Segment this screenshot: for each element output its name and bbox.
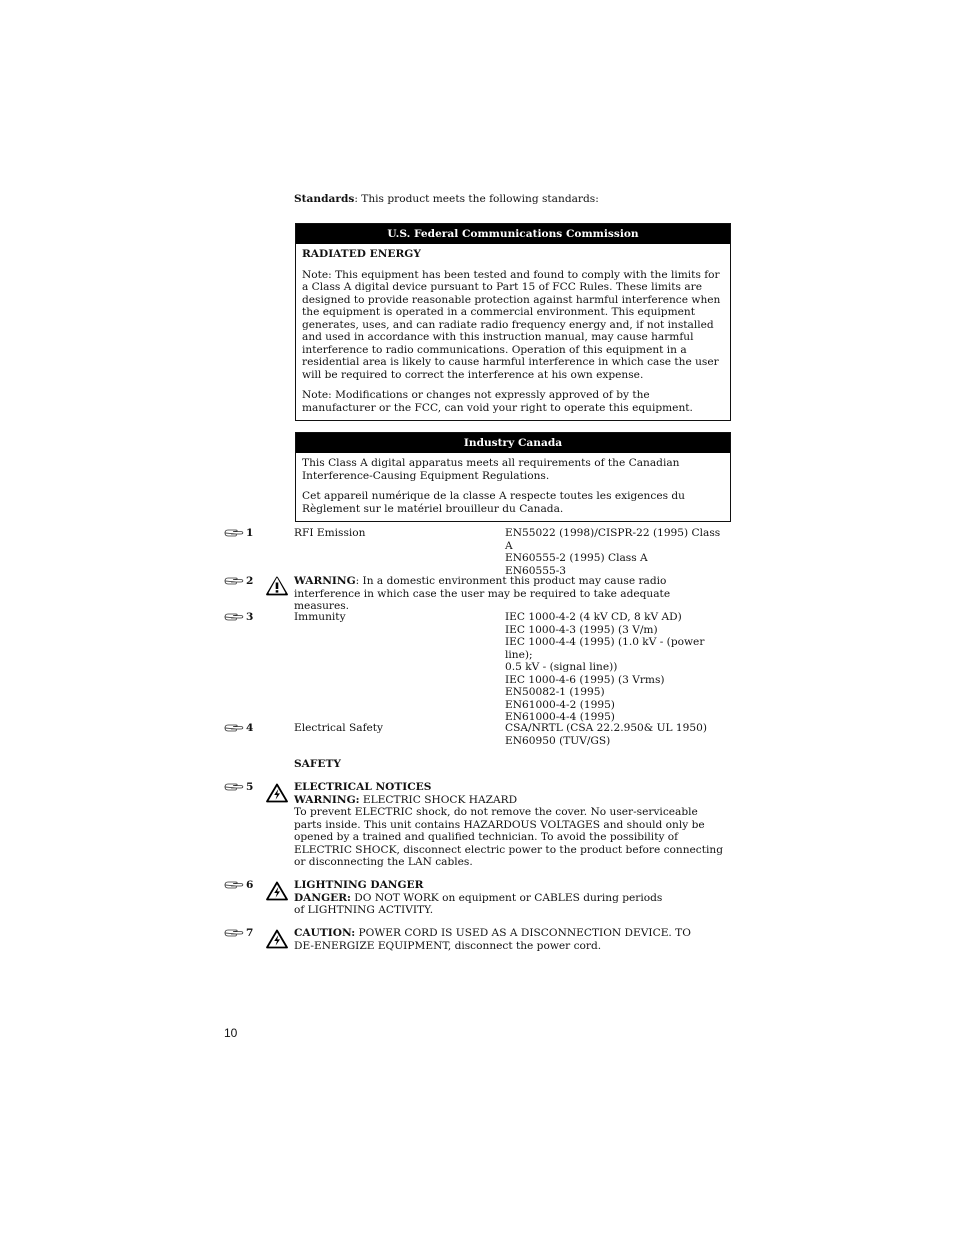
fcc-note-1: Note: This equipment has been tested and found to comply with the limits for a Class A digital device pursuant to Part 15 of FCC Rules. These limits are designed to provide reasonable protection against harmful interference when the equipment is operated in a commercial environment. This equipment generates, uses, and can radiate radio frequency energy and, if not installed and used in accordance with this instruction manual, may cause harmful interference to radio communications. Operation of this equipment in a residential area is likely to cause harmful interference in which case the user will be required to correct the interference at his own expense. xyxy=(302,268,721,381)
standard-line: EN60555-3 xyxy=(505,564,567,577)
item-number: 1 xyxy=(246,527,254,539)
warning-triangle-icon xyxy=(266,576,288,596)
electrical-notices-title: ELECTRICAL NOTICES xyxy=(294,781,432,793)
standards-intro-text: : This product meets the following standards: xyxy=(354,193,599,205)
canada-text-en: This Class A digital apparatus meets all requirements of the Canadian Interference-Causing Equipment Regulations. xyxy=(302,457,680,482)
item-marker-7 xyxy=(224,927,253,940)
canada-text-fr: Cet appareil numérique de la classe A respecte toutes les exigences du Règlement sur le matériel brouilleur du Canada. xyxy=(302,490,685,515)
standard-line: EN61000-4-4 (1995) xyxy=(505,711,615,723)
standard-line: IEC 1000-4-2 (4 kV CD, 8 kV AD) xyxy=(505,611,682,623)
item-marker-4 xyxy=(224,722,253,735)
item-number: 6 xyxy=(246,879,254,891)
electrical-safety-label: Electrical Safety xyxy=(294,722,384,734)
item-marker-2 xyxy=(224,575,253,588)
standard-line: EN61000-4-2 (1995) xyxy=(505,698,615,711)
warning-label: WARNING xyxy=(294,575,356,587)
shock-hazard-text: ELECTRIC SHOCK HAZARD xyxy=(359,793,518,806)
item-marker-3 xyxy=(224,611,253,624)
rfi-emission-standards xyxy=(505,527,731,577)
safety-heading: SAFETY xyxy=(294,758,341,770)
standard-line: 0.5 kV - (signal line)) xyxy=(505,661,618,673)
page-number: 10 xyxy=(224,1026,238,1040)
warning-label: WARNING: xyxy=(294,793,360,806)
pointing-hand-icon xyxy=(224,880,244,890)
immunity-standards xyxy=(505,611,731,724)
item-marker-6 xyxy=(224,879,253,892)
power-cord-caution xyxy=(294,927,714,952)
pointing-hand-icon xyxy=(224,576,244,586)
standard-line: EN55022 (1998)/CISPR-22 (1995) Class A xyxy=(505,527,721,552)
pointing-hand-icon xyxy=(224,723,244,733)
lightning-warning-icon xyxy=(266,881,288,901)
warning-text: : In a domestic environment this product may cause radio interference in which case the user may be required to take adequate measures. xyxy=(294,575,671,612)
industry-canada-header: Industry Canada xyxy=(296,433,730,453)
item-number: 4 xyxy=(246,722,254,734)
pointing-hand-icon xyxy=(224,782,244,792)
caution-text: POWER CORD IS USED AS A DISCONNECTION DEVICE. TO DE-ENERGIZE EQUIPMENT, disconnect the power cord. xyxy=(294,927,691,952)
rfi-emission-label: RFI Emission xyxy=(294,527,366,539)
standard-line: EN50082-1 (1995) xyxy=(505,686,605,698)
fcc-note-2: Note: Modifications or changes not expressly approved of by the manufacturer or the FCC, can void your right to operate this equipment. xyxy=(302,389,693,414)
immunity-label: Immunity xyxy=(294,611,346,623)
lightning-danger-title: LIGHTNING DANGER xyxy=(294,879,424,891)
standard-line: CSA/NRTL (CSA 22.2.950& UL 1950) xyxy=(505,722,708,734)
standards-label: Standards xyxy=(294,193,355,205)
caution-label: CAUTION: xyxy=(294,927,356,939)
item-number: 5 xyxy=(246,781,254,793)
item-marker-1 xyxy=(224,527,253,540)
electrical-safety-standards xyxy=(505,722,731,747)
standard-line: EN60950 (TUV/GS) xyxy=(505,734,611,747)
lightning-danger-text: DO NOT WORK on equipment or CABLES during periods of LIGHTNING ACTIVITY. xyxy=(294,891,663,916)
item-number: 2 xyxy=(246,575,254,587)
domestic-warning xyxy=(294,575,726,613)
electrical-notices xyxy=(294,781,728,869)
standards-intro xyxy=(294,193,599,206)
lightning-warning-icon xyxy=(266,929,288,949)
fcc-box-header: U.S. Federal Communications Commission xyxy=(296,224,730,244)
pointing-hand-icon xyxy=(224,528,244,538)
standard-line: IEC 1000-4-3 (1995) (3 V/m) xyxy=(505,623,658,636)
standard-line: IEC 1000-4-4 (1995) (1.0 kV - (power line); xyxy=(505,636,705,661)
lightning-warning-icon xyxy=(266,783,288,803)
fcc-box xyxy=(295,223,731,421)
danger-label: DANGER: xyxy=(294,891,351,904)
shock-hazard-body: To prevent ELECTRIC shock, do not remove the cover. No user-serviceable parts inside. This unit contains HAZARDOUS VOLTAGES and should only be opened by a trained and qualified technician. To avoid the possibility of ELECTRIC SHOCK, disconnect electric power to the product before connecting or disconnecting the LAN cables. xyxy=(294,806,723,868)
standard-line: EN60555-2 (1995) Class A xyxy=(505,552,648,564)
standard-line: IEC 1000-4-6 (1995) (3 Vrms) xyxy=(505,673,665,686)
pointing-hand-icon xyxy=(224,928,244,938)
item-marker-5 xyxy=(224,781,253,794)
industry-canada-box xyxy=(295,432,731,522)
radiated-energy-heading: RADIATED ENERGY xyxy=(302,248,421,260)
item-number: 3 xyxy=(246,611,254,623)
pointing-hand-icon xyxy=(224,612,244,622)
lightning-danger xyxy=(294,879,674,917)
item-number: 7 xyxy=(246,927,254,939)
